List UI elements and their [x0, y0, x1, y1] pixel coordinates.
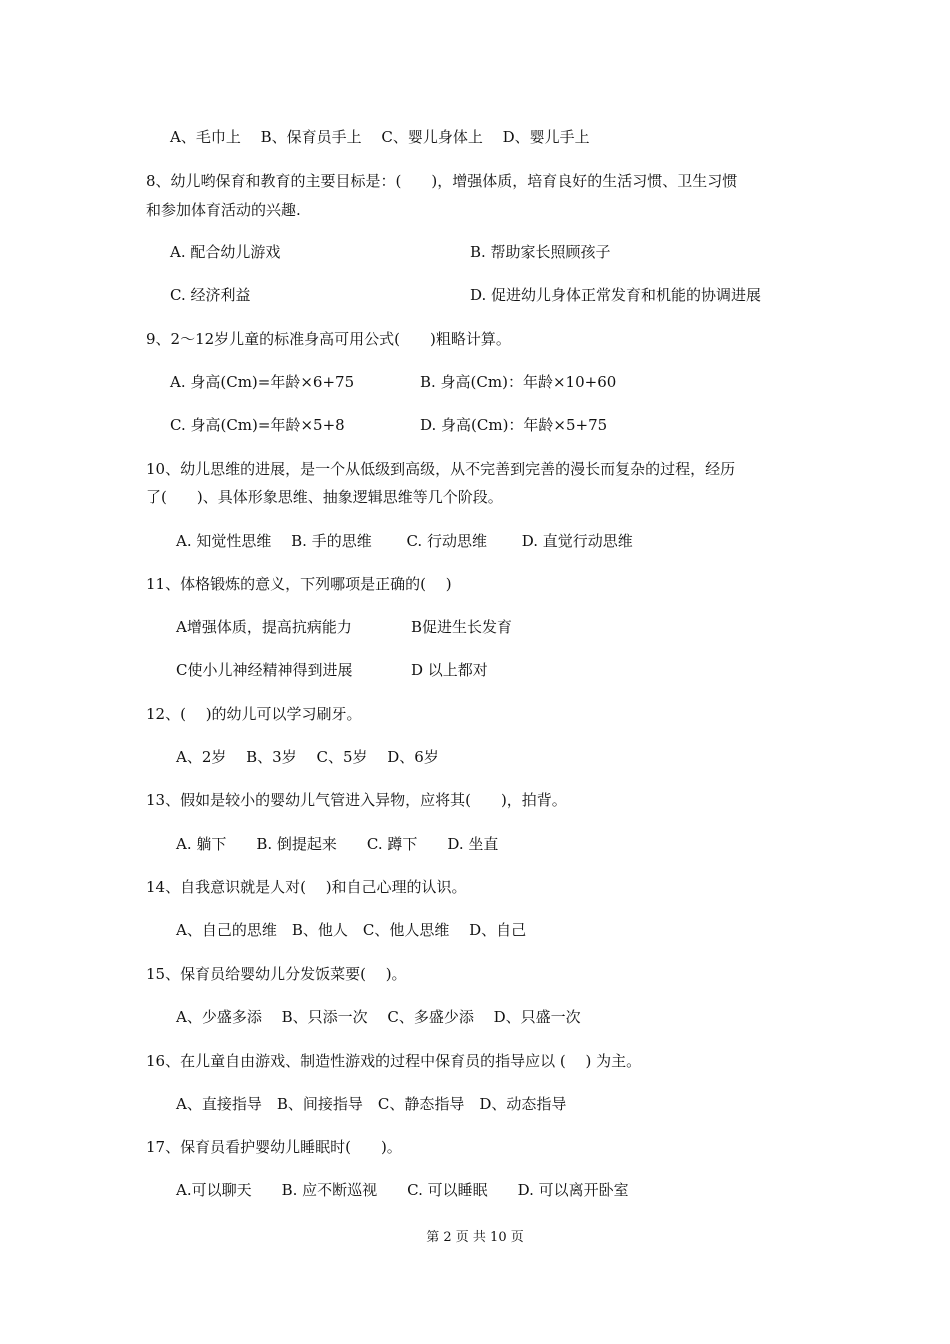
q10-options: A. 知觉性思维 B. 手的思维 C. 行动思维 D. 直觉行动思维: [176, 532, 633, 550]
question-16-line-1: 16、在儿童自由游戏、制造性游戏的过程中保育员的指导应以 ( ) 为主。: [146, 1052, 642, 1070]
q15-options: A、少盛多添 B、只添一次 C、多盛少添 D、只盛一次: [176, 1008, 581, 1026]
q9-option-d: D. 身高(Cm)：年龄×5+75: [420, 416, 608, 434]
question-12-line-1: 12、( )的幼儿可以学习刷牙。: [146, 705, 362, 723]
q17-options: A.可以聊天 B. 应不断巡视 C. 可以睡眠 D. 可以离开卧室: [176, 1181, 629, 1199]
q11-options-row-2: [176, 660, 876, 680]
q8-option-d: D. 促进幼儿身体正常发育和机能的协调进展: [470, 286, 762, 304]
q11-option-a: A增强体质，提高抗病能力: [176, 618, 352, 636]
q9-option-c: C. 身高(Cm)=年龄×5+8: [170, 416, 345, 434]
page-footer: 第 2 页 共 10 页: [426, 1230, 524, 1245]
q11-option-b: B促进生长发育: [411, 618, 513, 636]
question-13-line-1: 13、假如是较小的婴幼儿气管进入异物，应将其( )，拍背。: [146, 791, 567, 809]
q13-options: A. 躺下 B. 倒提起来 C. 蹲下 D. 坐直: [176, 835, 499, 853]
question-17-line-1: 17、保育员看护婴幼儿睡眠时( )。: [146, 1138, 402, 1156]
q8-option-a: A. 配合幼儿游戏: [170, 243, 281, 261]
question-8-line-2: 和参加体育活动的兴趣.: [146, 201, 301, 219]
q16-options: A、直接指导 B、间接指导 C、静态指导 D、动态指导: [176, 1095, 567, 1113]
q12-options: A、2岁 B、3岁 C、5岁 D、6岁: [176, 748, 439, 766]
question-9-line-1: 9、2～12岁儿童的标准身高可用公式( )粗略计算。: [146, 330, 511, 348]
q8-option-c: C. 经济利益: [170, 286, 251, 304]
q8-option-b: B. 帮助家长照顾孩子: [470, 243, 611, 261]
q9-options-row-2: [170, 415, 870, 435]
question-15-line-1: 15、保育员给婴幼儿分发饭菜要( )。: [146, 965, 407, 983]
q9-options-row-1: [170, 372, 870, 392]
q8-options-row-2: [170, 285, 870, 305]
q11-option-d: D 以上都对: [411, 661, 488, 679]
question-8-line-1: 8、幼儿哟保育和教育的主要目标是：( )，增强体质，培育良好的生活习惯、卫生习惯: [146, 172, 738, 190]
q8-options-row-1: [170, 242, 870, 262]
q7-options: A、毛巾上 B、保育员手上 C、婴儿身体上 D、婴儿手上: [170, 128, 590, 146]
q11-option-c: C使小儿神经精神得到进展: [176, 661, 353, 679]
question-14-line-1: 14、自我意识就是人对( )和自己心理的认识。: [146, 878, 467, 896]
q9-option-b: B. 身高(Cm)：年龄×10+60: [420, 373, 617, 391]
question-10-line-1: 10、幼儿思维的进展，是一个从低级到高级，从不完善到完善的漫长而复杂的过程，经历: [146, 460, 736, 478]
q14-options: A、自己的思维 B、他人 C、他人思维 D、自己: [176, 921, 527, 939]
question-10-line-2: 了( )、具体形象思维、抽象逻辑思维等几个阶段。: [146, 488, 503, 506]
q9-option-a: A. 身高(Cm)=年龄×6+75: [170, 373, 355, 391]
question-11-line-1: 11、体格锻炼的意义，下列哪项是正确的( ): [146, 575, 452, 593]
q11-options-row-1: [176, 617, 876, 637]
